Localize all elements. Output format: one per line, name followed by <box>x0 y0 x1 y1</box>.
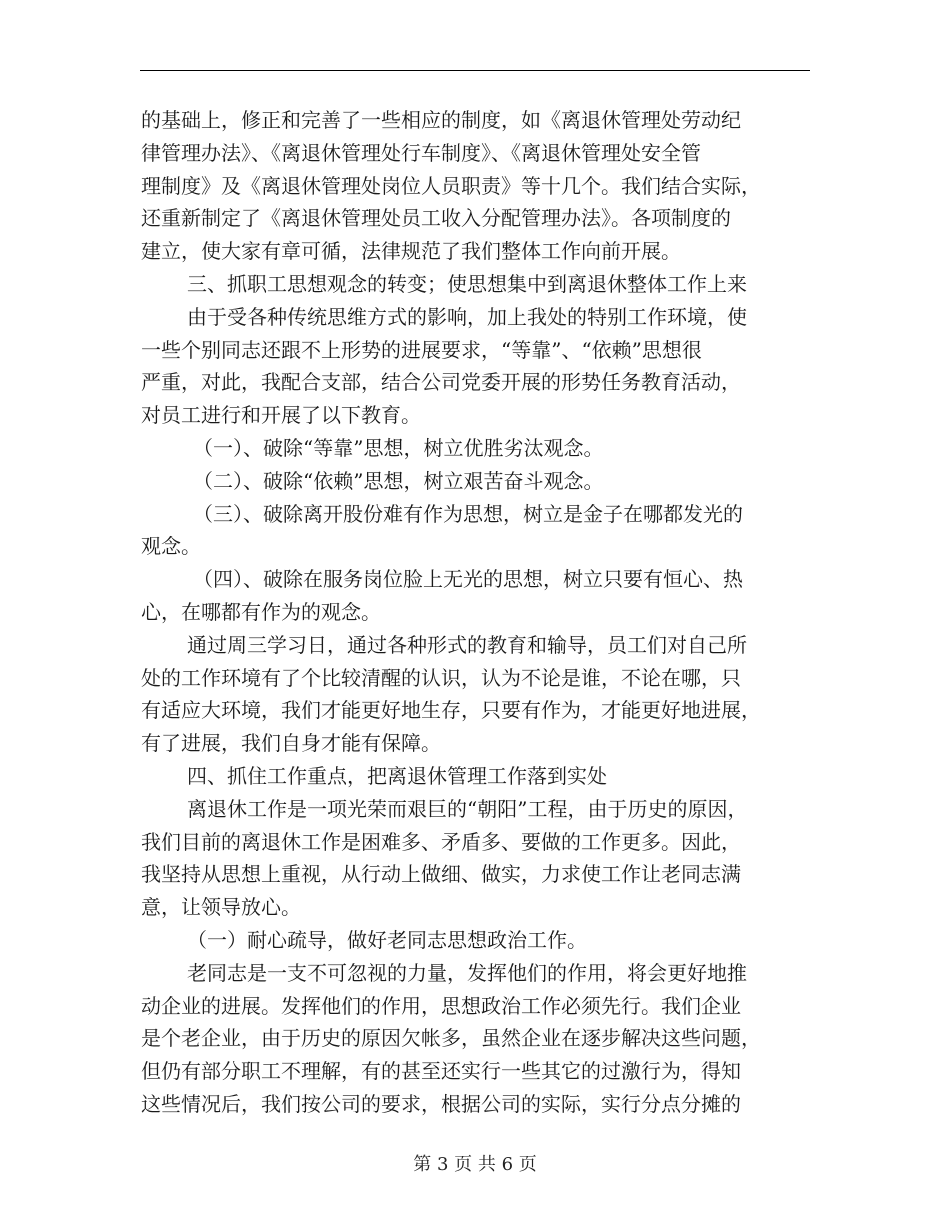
text-line: 通过周三学习日，通过各种形式的教育和输导，员工们对自己所 <box>187 632 747 657</box>
text-line: 还重新制定了《离退休管理处员工收入分配管理办法》。各项制度的 <box>141 206 731 231</box>
section-heading: 三、抓职工思想观念的转变；使思想集中到离退休整体工作上来 <box>187 271 747 296</box>
text-line: 严重，对此，我配合支部，结合公司党委开展的形势任务教育活动， <box>141 370 741 395</box>
text-line: 处的工作环境有了个比较清醒的认识，认为不论是谁，不论在哪，只 <box>141 665 741 690</box>
text-line: 理制度》及《离退休管理处岗位人员职责》等十几个。我们结合实际， <box>141 173 761 198</box>
header-rule <box>140 70 810 71</box>
text-line: 建立，使大家有章可循，法律规范了我们整体工作向前开展。 <box>141 239 681 264</box>
text-line: 观念。 <box>141 534 201 559</box>
text-line: 离退休工作是一项光荣而艰巨的“朝阳”工程，由于历史的原因， <box>187 796 748 821</box>
text-line: 有适应大环境，我们才能更好地生存，只要有作为，才能更好地进展， <box>141 698 761 723</box>
list-item: （二）、破除“依赖”思想，树立艰苦奋斗观念。 <box>193 468 604 493</box>
text-line: 一些个别同志还跟不上形势的进展要求，“等靠”、“依赖”思想很 <box>141 337 702 362</box>
text-line: 对员工进行和开展了以下教育。 <box>141 403 421 428</box>
text-line: 但仍有部分职工不理解，有的甚至还实行一些其它的过激行为，得知 <box>141 1059 741 1084</box>
text-line: 我坚持从思想上重视，从行动上做细、做实，力求使工作让老同志满 <box>141 862 741 887</box>
text-line: 心，在哪都有作为的观念。 <box>141 599 381 624</box>
text-line: 这些情况后，我们按公司的要求，根据公司的实际，实行分点分摊的 <box>141 1091 741 1116</box>
page-number: 第 3 页 共 6 页 <box>413 1154 537 1175</box>
text-line: 老同志是一支不可忽视的力量，发挥他们的作用，将会更好地推 <box>187 960 747 985</box>
text-line: 是个老企业，由于历史的原因欠帐多，虽然企业在逐步解决这些问题， <box>141 1026 761 1051</box>
text-line: 我们目前的离退休工作是困难多、矛盾多、要做的工作更多。因此， <box>141 829 741 854</box>
text-line: 由于受各种传统思维方式的影响，加上我处的特别工作环境，使 <box>187 304 747 329</box>
text-line: 的基础上，修正和完善了一些相应的制度，如《离退休管理处劳动纪 <box>141 108 741 132</box>
section-heading: 四、抓住工作重点，把离退休管理工作落到实处 <box>187 763 607 788</box>
text-line: 律管理办法》、《离退休管理处行车制度》、《离退休管理处安全管 <box>141 140 701 165</box>
text-line: 有了进展，我们自身才能有保障。 <box>141 731 441 756</box>
list-item: （四）、破除在服务岗位脸上无光的思想，树立只要有恒心、热 <box>193 567 743 592</box>
document-body <box>141 104 811 1121</box>
list-item: （一）、破除“等靠”思想，树立优胜劣汰观念。 <box>193 435 604 460</box>
list-item: （三）、破除离开股份难有作为思想，树立是金子在哪都发光的 <box>193 501 743 526</box>
text-line: 意，让领导放心。 <box>141 895 301 920</box>
list-item: （一）耐心疏导，做好老同志思想政治工作。 <box>187 927 587 952</box>
text-line: 动企业的进展。发挥他们的作用，思想政治工作必须先行。我们企业 <box>141 993 741 1018</box>
